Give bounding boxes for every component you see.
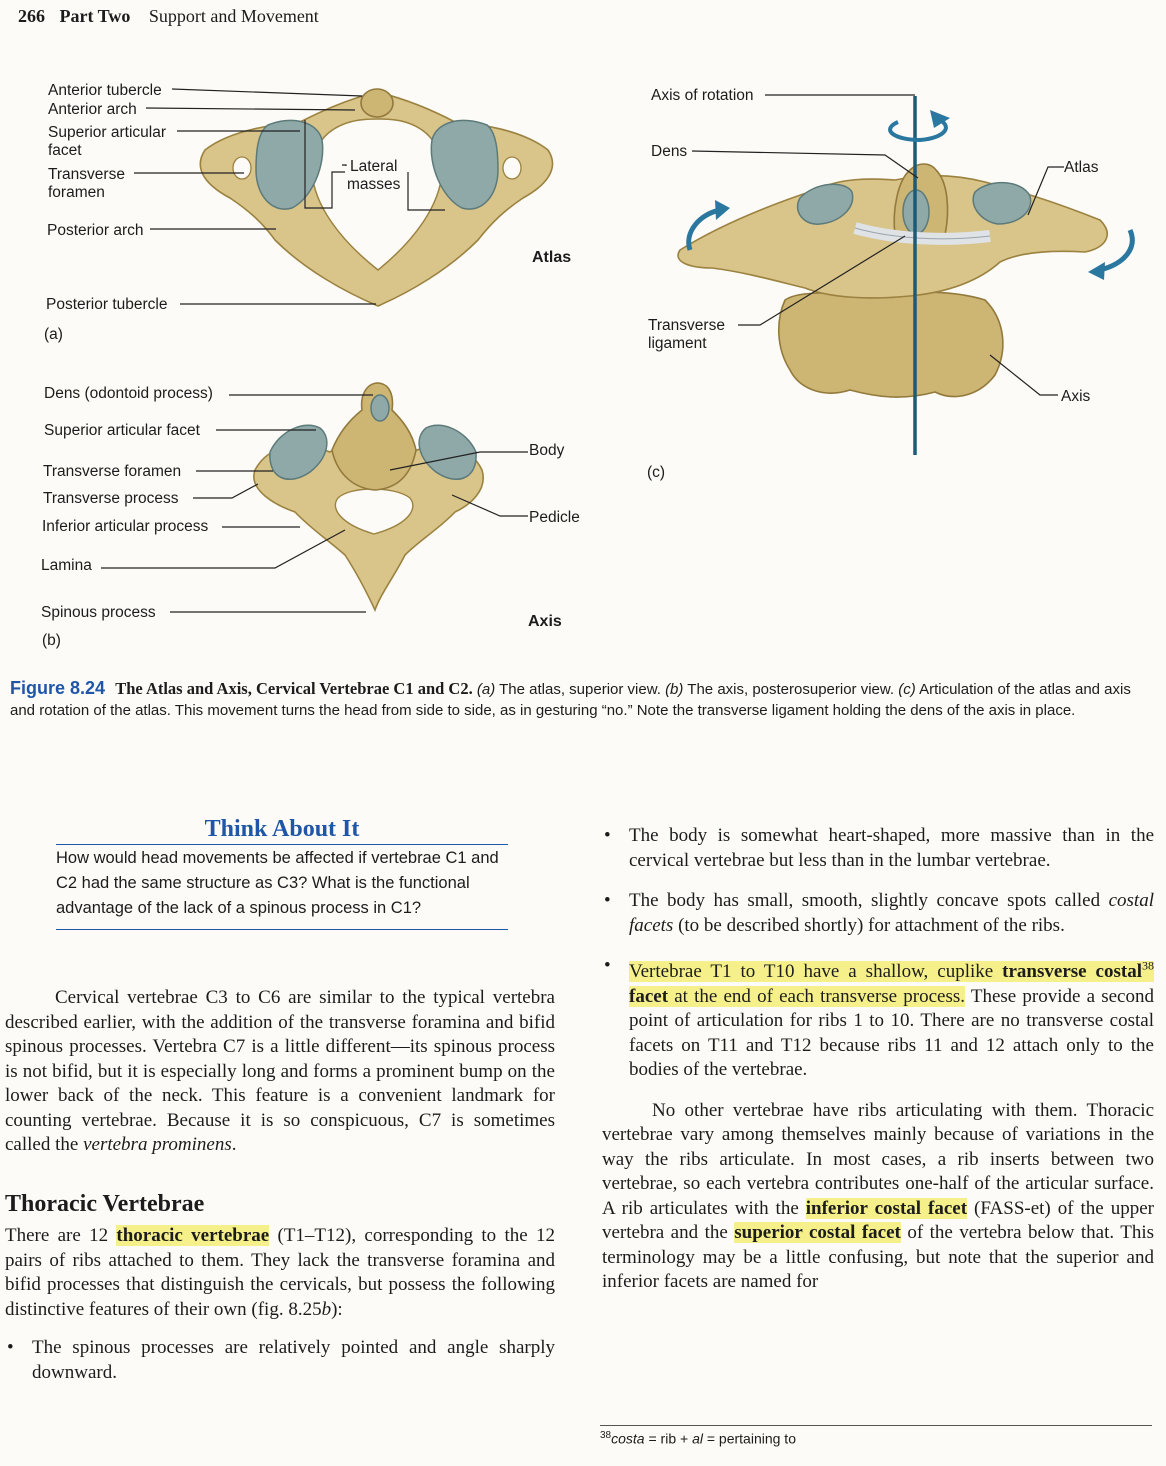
label-dens-c: Dens [651, 143, 688, 160]
label-pedicle: Pedicle [529, 509, 580, 526]
thoracic-text-d: ): [331, 1298, 343, 1320]
label-transverse-process: Transverse process [43, 490, 179, 507]
bullet-spinous: • The spinous processes are relatively pointed and angle sharply downward. [5, 1336, 555, 1385]
facet-term: facet [629, 985, 669, 1007]
right-column [602, 824, 1154, 1295]
costal-text-a: The body has small, smooth, slightly concave spots called [629, 890, 1109, 911]
label-axis-c: Axis [1061, 388, 1091, 405]
bullet-costal-facets [602, 889, 1154, 938]
section-title: Support and Movement [148, 6, 319, 26]
think-about-it-body: How would head movements be affected if vertebrae C1 and C2 had the same structure as C3? What is the functional advantage of the lack of a spinous process in C1? [56, 845, 508, 930]
label-spinous-process: Spinous process [41, 604, 156, 621]
label-atlas: Atlas [532, 249, 572, 266]
figure-caption [10, 678, 1158, 721]
label-transverse-foramen-2: foramen [48, 184, 105, 201]
thoracic-vertebrae-term: thoracic vertebrae [116, 1225, 270, 1246]
label-axis-b: Axis [528, 613, 562, 630]
cervical-end: . [231, 1134, 237, 1155]
bullet-transverse-costal [602, 954, 1154, 1083]
thoracic-text-c: (T1–T12), corresponding to the 12 pairs of ribs attached to them. They lack the transverse foramina and bifid processes that distinguish the cervicals, but possess the following distinctive features of their own (fig. 8.25 [5, 1225, 555, 1320]
articulation-illustration [678, 164, 1107, 397]
atlas-illustration [200, 89, 552, 306]
label-transverse-ligament-1: Transverse [648, 317, 725, 334]
label-superior-articular-facet-b: Superior articular facet [44, 422, 200, 439]
transverse-costal-text-e: These provide a second point of articulation for ribs 1 to 10. There are no transverse costal facets on T11 and T12 because ribs 11 and 12 attach only to the bodies of the vertebrae. [629, 985, 1154, 1081]
thoracic-heading: Thoracic Vertebrae [5, 1190, 205, 1217]
superior-costal-facet-term: superior costal facet [734, 1222, 901, 1244]
label-lateral-masses-1: Lateral [350, 158, 398, 175]
thoracic-paragraph [5, 1224, 555, 1322]
rib-articulation-paragraph [602, 1099, 1154, 1295]
label-superior-articular-facet-1: Superior articular [48, 124, 167, 141]
footnote-eq1: = rib + [644, 1430, 693, 1447]
figure-8-24 [0, 0, 1166, 680]
footnote-al: al [692, 1430, 703, 1447]
think-about-it-title: Think About It [56, 816, 508, 845]
panel-a-label: (a) [44, 326, 63, 343]
footnote-eq2: = pertaining to [702, 1430, 796, 1447]
caption-b-text: The axis, posterosuperior view. [683, 681, 899, 698]
rib-text-c: (FASS-et) of the upper vertebra and the [602, 1197, 1154, 1244]
caption-a: (a) [476, 681, 496, 698]
footnote-number: 38 [600, 1430, 612, 1441]
label-atlas-c: Atlas [1064, 159, 1099, 176]
left-column [5, 986, 555, 1401]
label-transverse-foramen-b: Transverse foramen [43, 463, 182, 480]
panel-c-label: (c) [647, 464, 666, 481]
caption-a-text: The atlas, superior view. [495, 681, 666, 698]
footnote [600, 1425, 1152, 1447]
label-posterior-arch: Posterior arch [47, 222, 144, 239]
label-anterior-tubercle: Anterior tubercle [48, 82, 162, 99]
caption-c-text: Articulation of the atlas and axis and rotation of the atlas. This movement turns the head from side to side, as in gesturing “no.” Note the transverse ligament holding the dens of the axis in place. [10, 681, 1131, 719]
transverse-costal-text-d: at the end of each transverse process. [668, 985, 966, 1007]
inferior-costal-facet-term: inferior costal facet [805, 1197, 968, 1219]
label-transverse-ligament-2: ligament [648, 335, 707, 352]
rib-text-a: No other vertebrae have ribs articulating with them. Thoracic vertebrae vary among themselves mainly because of variations in the way the ribs articulate. In most cases, a rib inserts between two vertebrae, so each vertebra contributes one-half of the articular surface. A rib articulates with the [602, 1099, 1154, 1219]
label-lateral-masses-2: masses [347, 176, 401, 193]
part-title: Part Two [59, 6, 131, 26]
label-lamina: Lamina [41, 557, 92, 574]
cervical-text: Cervical vertebrae C3 to C6 are similar to the typical vertebra described earlier, with the addition of the transverse foramina and bifid spinous processes. Vertebra C7 is a little different—its spinous process is not bifid, but it is especially long and forms a prominent bump on the lower back of the neck. This feature is a convenient landmark for counting vertebrae. Because it is so conspicuous, C7 is sometimes called the [5, 987, 555, 1155]
think-about-it-box [56, 816, 508, 930]
label-dens-odontoid: Dens (odontoid process) [44, 385, 213, 402]
transverse-costal-text-a: Vertebrae T1 to T10 have a shallow, cuplike [629, 961, 1003, 983]
label-posterior-tubercle: Posterior tubercle [46, 296, 168, 313]
costal-text-b: (to be described shortly) for attachment of the ribs. [673, 914, 1065, 936]
bullet-body-shape: • The body is somewhat heart-shaped, more massive than in the cervical vertebrae but less than in the lumbar vertebrae. [602, 824, 1154, 873]
costal-facets-term: costal facets [629, 890, 1154, 936]
thoracic-fig-ref: b [321, 1298, 332, 1320]
footnote-term: costa [611, 1430, 645, 1447]
figure-number: Figure 8.24 [10, 678, 106, 698]
label-body: Body [529, 442, 565, 459]
footnote-ref-38: 38 [1142, 959, 1154, 973]
caption-c: (c) [898, 681, 916, 698]
page-number: 266 [18, 6, 45, 26]
label-anterior-arch: Anterior arch [48, 101, 137, 118]
axis-illustration [254, 383, 483, 610]
label-inferior-articular-process: Inferior articular process [42, 518, 209, 535]
caption-b: (b) [665, 681, 684, 698]
label-transverse-foramen-1: Transverse [48, 166, 125, 183]
cervical-paragraph [5, 986, 555, 1158]
label-superior-articular-facet-2: facet [48, 142, 82, 159]
transverse-costal-term: transverse costal [1002, 961, 1142, 983]
panel-b-label: (b) [42, 632, 61, 649]
vertebra-prominens-term: vertebra prominens [83, 1134, 232, 1155]
figure-title: The Atlas and Axis, Cervical Vertebrae C1 and C2. [115, 679, 473, 698]
label-axis-of-rotation: Axis of rotation [651, 87, 754, 104]
rib-text-e: of the vertebra below that. This terminology may be a little confusing, but note that the superior and inferior facets are named for [602, 1222, 1154, 1293]
thoracic-text-a: There are 12 [5, 1225, 117, 1246]
